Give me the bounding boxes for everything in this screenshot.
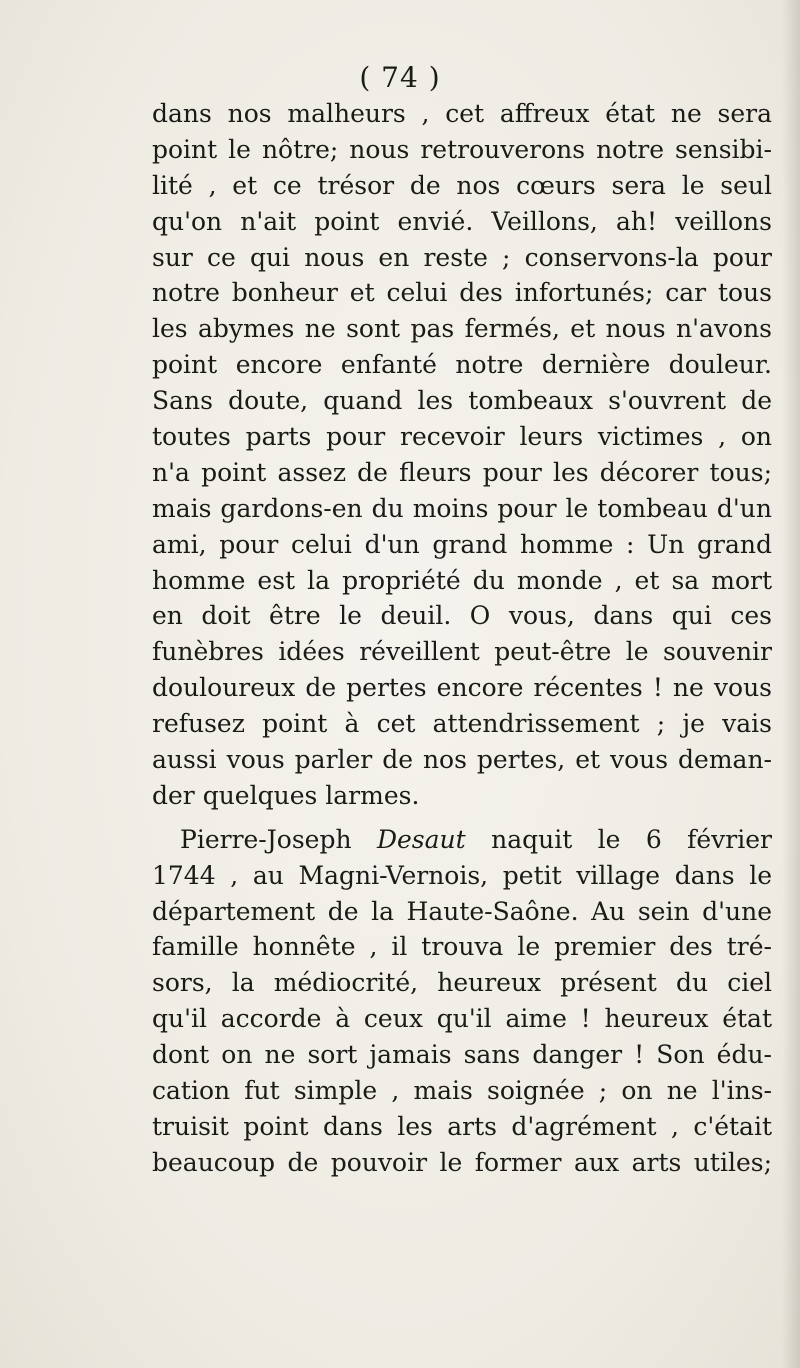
text-line: dont on ne sort jamais sans danger ! Son édu- — [152, 1040, 772, 1070]
text-line: beaucoup de pouvoir le former aux arts utiles; — [152, 1147, 772, 1177]
page-edge-shadow — [782, 0, 800, 1368]
text-line: 1744 , au Magni-Vernois, petit village dans le — [152, 860, 772, 890]
text-line: truisit point dans les arts d'agrément , c'était — [152, 1111, 772, 1141]
text-line: douloureux de pertes encore récentes ! ne vous — [152, 673, 772, 703]
text-line: lité , et ce trésor de nos cœurs sera le seul — [152, 170, 772, 200]
paragraph-2 — [152, 822, 772, 1181]
text-line: département de la Haute-Saône. Au sein d'une — [152, 896, 772, 926]
text-line: toutes parts pour recevoir leurs victimes , on — [152, 422, 772, 452]
text-line: dans nos malheurs , cet affreux état ne sera — [152, 99, 772, 128]
text-line: mais gardons-en du moins pour le tombeau d'un — [152, 493, 772, 523]
paragraph-1 — [152, 96, 772, 814]
text-line: qu'il accorde à ceux qu'il aime ! heureux état — [152, 1004, 772, 1034]
page-number: ( 74 ) — [359, 61, 441, 94]
text-line: sur ce qui nous en reste ; conservons-la pour — [152, 242, 772, 272]
text-span: naquit le 6 février — [465, 824, 773, 854]
paragraph-gap — [152, 814, 772, 822]
text-line: sors, la médiocrité, heureux présent du ciel — [152, 968, 772, 998]
text-line: cation fut simple , mais soignée ; on ne l'ins- — [152, 1076, 772, 1106]
text-line: Sans doute, quand les tombeaux s'ouvrent de — [152, 386, 772, 416]
text-line: point encore enfanté notre dernière douleur. — [152, 350, 772, 380]
text-line: qu'on n'ait point envié. Veillons, ah! veillons — [152, 206, 772, 236]
text-line: aussi vous parler de nos pertes, et vous deman- — [152, 745, 772, 775]
text-line: famille honnête , il trouva le premier des tré- — [152, 932, 772, 962]
text-line: homme est la propriété du monde , et sa mort — [152, 565, 772, 595]
text-line: les abymes ne sont pas fermés, et nous n'avons — [152, 314, 772, 344]
text-line: point le nôtre; nous retrouverons notre sensibi- — [152, 134, 772, 164]
text-line: ami, pour celui d'un grand homme : Un grand — [152, 529, 772, 559]
body-text — [152, 96, 772, 1181]
person-name: Desaut — [376, 824, 466, 854]
text-line: refusez point à cet attendrissement ; je vais — [152, 709, 772, 739]
text-line: notre bonheur et celui des infortunés; car tous — [152, 278, 772, 308]
text-line: funèbres idées réveillent peut-être le souvenir — [152, 637, 772, 667]
text-line: en doit être le deuil. O vous, dans qui ces — [152, 601, 772, 631]
text-line: der quelques larmes. — [152, 780, 420, 810]
text-span: Pierre-Joseph — [180, 824, 377, 854]
text-line: n'a point assez de fleurs pour les décorer tous; — [152, 457, 772, 487]
text-line — [152, 822, 772, 858]
